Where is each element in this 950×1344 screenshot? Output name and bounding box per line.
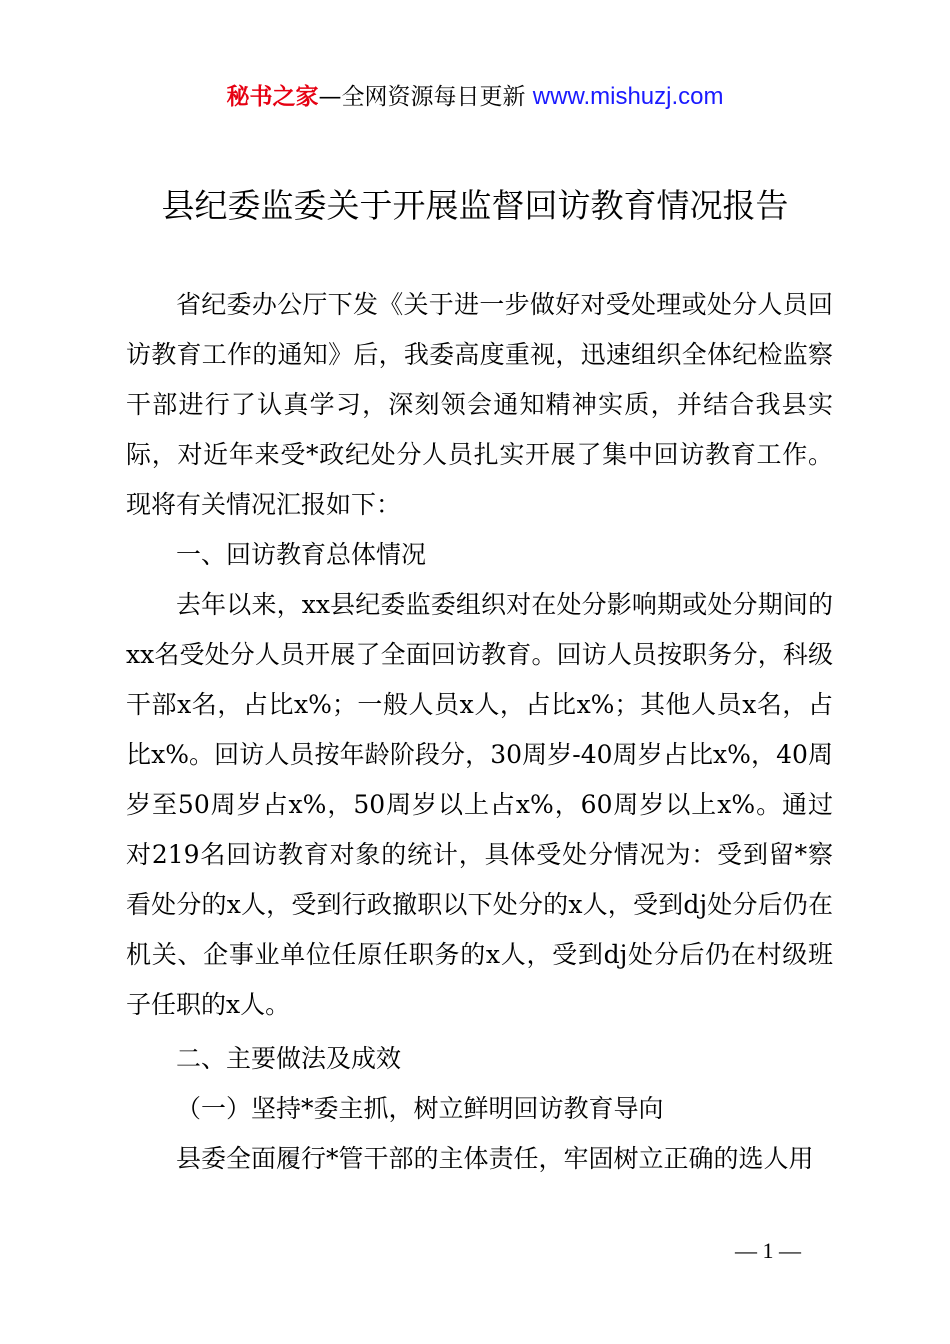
brand-name: 秘书之家	[226, 84, 319, 110]
site-url[interactable]: www.mishuzj.com	[532, 83, 724, 110]
section-heading-2: 二、主要做法及成效	[176, 1044, 402, 1073]
section-heading-1: 一、回访教育总体情况	[176, 540, 427, 569]
subsection-heading-1: （一）坚持*委主抓，树立鲜明回访教育导向	[176, 1094, 664, 1123]
document-title: 县纪委监委关于开展监督回访教育情况报告	[161, 186, 789, 225]
header-tagline: —全网资源每日更新	[318, 84, 526, 110]
site-header	[0, 78, 950, 111]
overview-paragraph: 去年以来，xx县纪委监委组织对在处分影响期或处分期间的xx名受处分人员开展了全面回访教育。回访人员按职务分，科级干部x名，占比x%；一般人员x人，占比x%；其他人员x名，占比x%。回访人员按年龄阶段分，30周岁-40周岁占比x%，40周岁至50周岁占x%，50周岁以上占x%，60周岁以上x%。通过对219名回访教育对象的统计，具体受处分情况为：受到留*察看处分的x人，受到行政撤职以下处分的x人，受到dj处分后仍在机关、企事业单位任原任职务的x人，受到dj处分后仍在村级班子任职的x人。	[126, 590, 833, 1019]
intro-paragraph: 省纪委办公厅下发《关于进一步做好对受处理或处分人员回访教育工作的通知》后，我委高度重视，迅速组织全体纪检监察干部进行了认真学习，深刻领会通知精神实质，并结合我县实际，对近年来受*政纪处分人员扎实开展了集中回访教育工作。现将有关情况汇报如下：	[126, 290, 833, 519]
body-paragraph-truncated: 县委全面履行*管干部的主体责任，牢固树立正确的选人用	[176, 1144, 814, 1173]
document-body	[126, 280, 833, 1184]
page-number: — 1 —	[735, 1238, 801, 1263]
